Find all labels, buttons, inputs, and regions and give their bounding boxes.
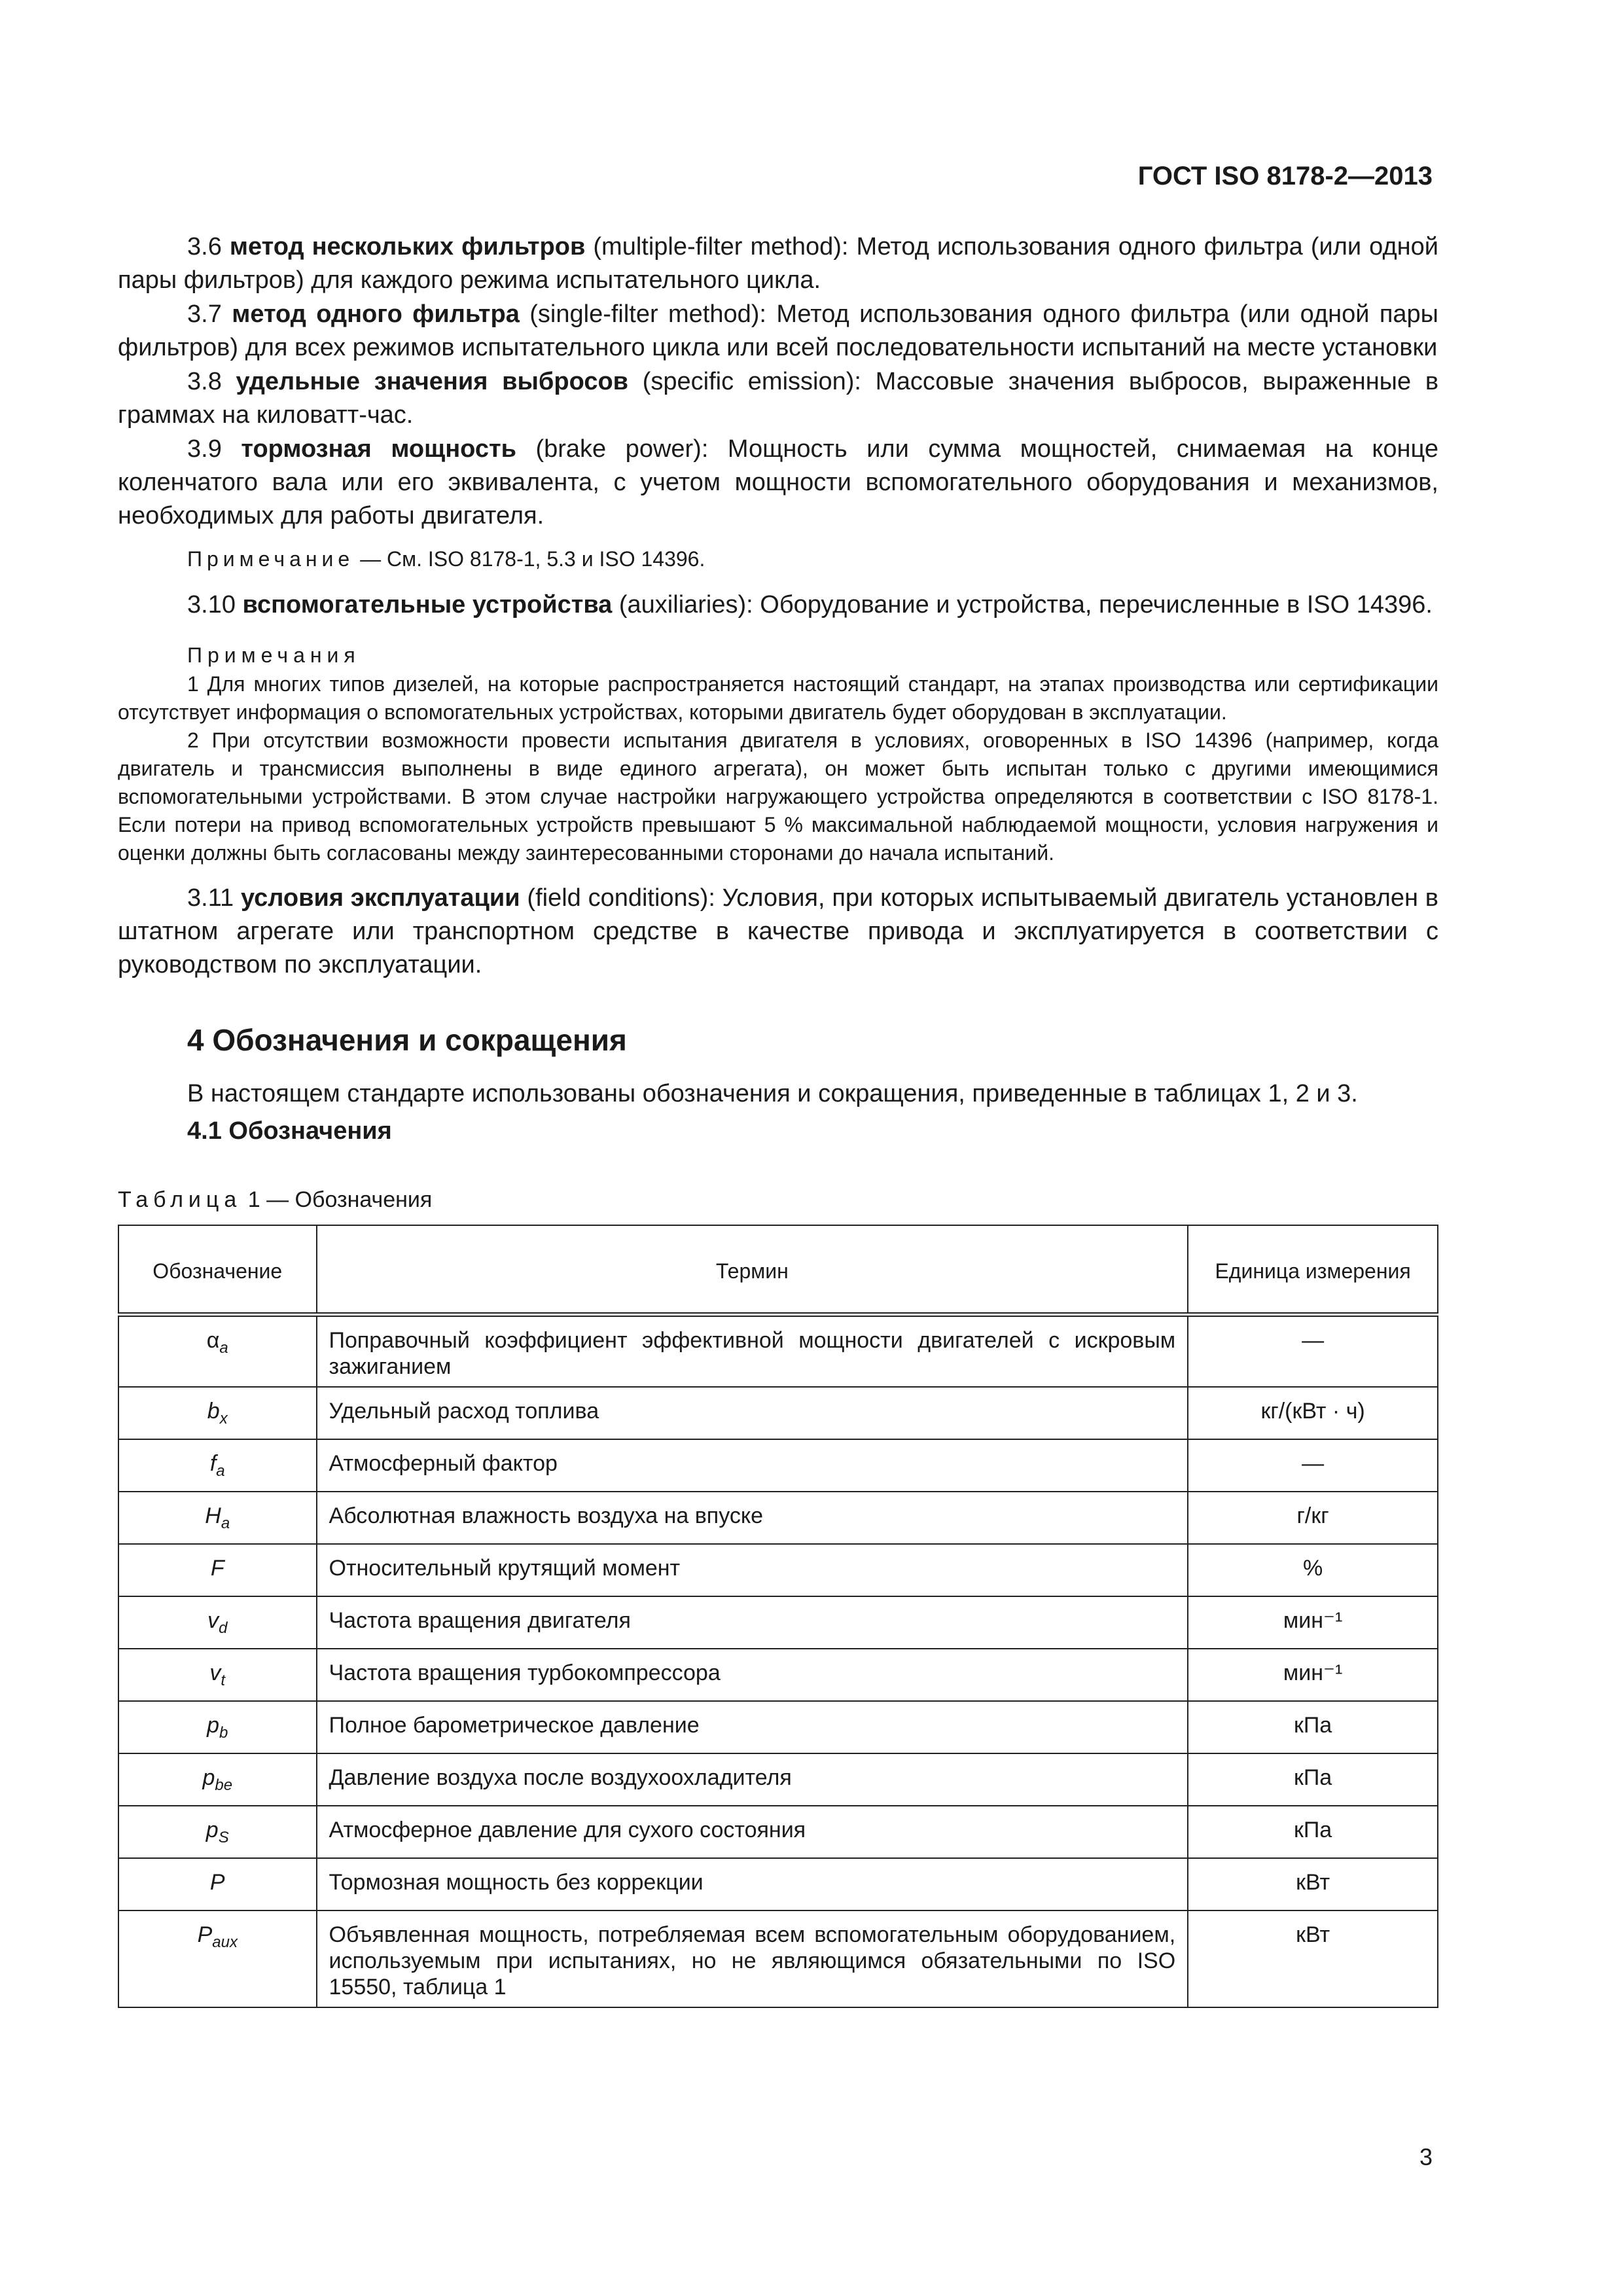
clause-term: вспомогательные устройства — [242, 591, 613, 619]
symbol-main: p — [207, 1713, 220, 1738]
clause-number: 3.7 — [187, 300, 222, 328]
symbol-cell — [118, 1492, 317, 1544]
table-caption-label: Таблица — [118, 1187, 242, 1212]
symbol-main: p — [205, 1818, 219, 1842]
symbol-cell — [118, 1544, 317, 1596]
paragraph-3-11 — [118, 882, 1438, 982]
table-1-caption — [118, 1187, 1438, 1213]
unit-cell: кВт — [1188, 1858, 1438, 1910]
term-cell: Давление воздуха после воздухоохладителя — [317, 1753, 1188, 1806]
table-row — [118, 1596, 1438, 1649]
symbol-subscript: a — [219, 1339, 228, 1357]
clause-number: 3.11 — [187, 884, 234, 912]
symbol-cell — [118, 1806, 317, 1858]
clause-number: 3.6 — [187, 233, 222, 260]
note-text: — См. ISO 8178-1, 5.3 и ISO 14396. — [354, 547, 705, 571]
table-row — [118, 1753, 1438, 1806]
clause-text: (specific emission): Массовые значения выбросов, выраженные в граммах на киловатт-час. — [118, 368, 1439, 429]
symbol-main: P — [197, 1922, 213, 1947]
symbol-main: H — [205, 1503, 221, 1528]
note-2: 2 При отсутствии возможности провести испытания двигателя в условиях, оговоренных в ISO 14396 (например, когда двигатель и трансмиссия выполнены в виде единого агрегата), он может быть испытан только с другими имеющимися вспомогательными устройствами. В этом случае настройки нагружающего устройства определяются в соответствии с ISO 8178-1. Если потери на привод вспомогательных устройств превышают 5 % максимальной наблюдаемой мощности, условия нагружения и оценки должны быть согласованы между заинтересованными сторонами до начала испытаний. — [118, 728, 1439, 865]
page-number: 3 — [1419, 2144, 1433, 2170]
unit-cell: кПа — [1188, 1753, 1438, 1806]
term-cell: Объявленная мощность, потребляемая всем вспомогательным оборудованием, используемым при испытаниях, но не являющимся обязательными по ISO 15550, таблица 1 — [317, 1910, 1188, 2007]
symbol-cell — [118, 1649, 317, 1701]
clause-number: 3.10 — [187, 591, 236, 619]
term-cell: Частота вращения двигателя — [317, 1596, 1188, 1649]
term-cell: Полное барометрическое давление — [317, 1701, 1188, 1753]
clause-text: (auxiliaries): Оборудование и устройства, перечисленные в ISO 14396. — [612, 591, 1433, 619]
symbol-cell — [118, 1315, 317, 1388]
symbol-subscript: aux — [212, 1933, 238, 1951]
unit-cell: кПа — [1188, 1701, 1438, 1753]
table-caption-text: 1 — Обозначения — [241, 1187, 433, 1212]
clause-number: 3.9 — [187, 435, 222, 463]
symbol-subscript: be — [215, 1776, 233, 1794]
symbol-cell — [118, 1858, 317, 1910]
paragraph-3-6 — [118, 230, 1438, 297]
symbol-cell — [118, 1910, 317, 2007]
table-body — [118, 1315, 1438, 2008]
note-1: 1 Для многих типов дизелей, на которые распространяется настоящий стандарт, на этапах производства или сертификации отсутствует информация о вспомогательных устройствах, которыми двигатель будет оборудован в эксплуатации. — [118, 672, 1438, 724]
subsection-4-1-heading: 4.1 Обозначения — [187, 1117, 392, 1145]
unit-cell: % — [1188, 1544, 1438, 1596]
unit-cell: мин⁻¹ — [1188, 1596, 1438, 1649]
symbol-subscript: b — [219, 1724, 228, 1742]
clause-term: тормозная мощность — [241, 435, 516, 463]
paragraph-3-8 — [118, 365, 1438, 432]
unit-cell: — — [1188, 1315, 1438, 1388]
table-row — [118, 1649, 1438, 1701]
note-3-9 — [187, 545, 1438, 574]
symbol-subscript: a — [221, 1515, 230, 1532]
symbol-main: F — [210, 1556, 224, 1581]
clause-number: 3.8 — [187, 368, 222, 395]
symbol-cell — [118, 1753, 317, 1806]
table-row — [118, 1701, 1438, 1753]
header-unit: Единица измерения — [1188, 1225, 1438, 1315]
table-row — [118, 1315, 1438, 1388]
clause-term: условия эксплуатации — [240, 884, 520, 912]
term-cell: Относительный крутящий момент — [317, 1544, 1188, 1596]
term-cell: Удельный расход топлива — [317, 1387, 1188, 1439]
paragraph-3-9 — [118, 433, 1438, 533]
symbol-cell — [118, 1596, 317, 1649]
unit-cell: кг/(кВт · ч) — [1188, 1387, 1438, 1439]
term-cell: Поправочный коэффициент эффективной мощности двигателей с искровым зажиганием — [317, 1315, 1188, 1388]
page-content — [118, 230, 1438, 2008]
table-row — [118, 1439, 1438, 1492]
symbol-main: v — [209, 1660, 221, 1685]
symbol-subscript: t — [221, 1672, 226, 1689]
symbol-cell — [118, 1439, 317, 1492]
symbol-subscript: x — [219, 1410, 228, 1427]
symbol-main: p — [202, 1765, 215, 1790]
term-cell: Тормозная мощность без коррекции — [317, 1858, 1188, 1910]
symbol-cell — [118, 1387, 317, 1439]
unit-cell: — — [1188, 1439, 1438, 1492]
table-1-symbols — [118, 1225, 1438, 2008]
symbol-main: α — [206, 1328, 220, 1353]
paragraph-3-10 — [118, 588, 1438, 622]
table-header-row — [118, 1225, 1438, 1315]
notes-label: Примечания — [187, 643, 361, 667]
clause-term: метод одного фильтра — [232, 300, 520, 328]
symbol-cell — [118, 1701, 317, 1753]
clause-term: метод нескольких фильтров — [229, 233, 586, 260]
paragraph-3-7 — [118, 298, 1438, 365]
unit-cell: мин⁻¹ — [1188, 1649, 1438, 1701]
symbol-main: P — [209, 1870, 225, 1895]
term-cell: Атмосферное давление для сухого состояния — [317, 1806, 1188, 1858]
clause-term: удельные значения выбросов — [236, 368, 629, 395]
table-row — [118, 1492, 1438, 1544]
document-code-header: ГОСТ ISO 8178-2—2013 — [1137, 162, 1433, 190]
clause-text: (multiple-filter method): Метод использования одного фильтра (или одной пары фильтров) для каждого режима испытательного цикла. — [118, 233, 1439, 294]
table-row — [118, 1387, 1438, 1439]
header-symbol: Обозначение — [118, 1225, 317, 1315]
table-row — [118, 1858, 1438, 1910]
term-cell: Частота вращения турбокомпрессора — [317, 1649, 1188, 1701]
term-cell: Атмосферный фактор — [317, 1439, 1188, 1492]
symbol-main: b — [207, 1399, 220, 1424]
unit-cell: кПа — [1188, 1806, 1438, 1858]
symbol-subscript: S — [218, 1829, 229, 1846]
unit-cell: кВт — [1188, 1910, 1438, 2007]
section-4-heading: 4 Обозначения и сокращения — [187, 1023, 627, 1057]
symbol-subscript: a — [216, 1462, 225, 1480]
header-term: Термин — [317, 1225, 1188, 1315]
symbol-main: f — [209, 1451, 217, 1476]
note-label: Примечание — [187, 547, 355, 571]
table-row — [118, 1806, 1438, 1858]
section-4-intro: В настоящем стандарте использованы обозначения и сокращения, приведенные в таблицах 1, 2 и 3. — [187, 1080, 1358, 1107]
symbol-main: v — [207, 1608, 219, 1633]
table-row — [118, 1544, 1438, 1596]
clause-text: (brake power): Мощность или сумма мощностей, снимаемая на конце коленчатого вала или его эквивалента, с учетом мощности вспомогательного оборудования и механизмов, необходимых для работы двигателя. — [118, 435, 1438, 529]
symbol-subscript: d — [219, 1619, 228, 1637]
table-row — [118, 1910, 1438, 2007]
clause-text: (field conditions): Условия, при которых испытываемый двигатель установлен в штатном агрегате или транспортном средстве в качестве привода и эксплуатируется в соответствии с руководством по эксплуатации. — [118, 884, 1438, 978]
clause-text: (single-filter method): Метод использования одного фильтра (или одной пары фильтров) для всех режимов испытательного цикла или всей последовательности испытаний на месте установки — [118, 300, 1438, 361]
unit-cell: г/кг — [1188, 1492, 1438, 1544]
term-cell: Абсолютная влажность воздуха на впуске — [317, 1492, 1188, 1544]
